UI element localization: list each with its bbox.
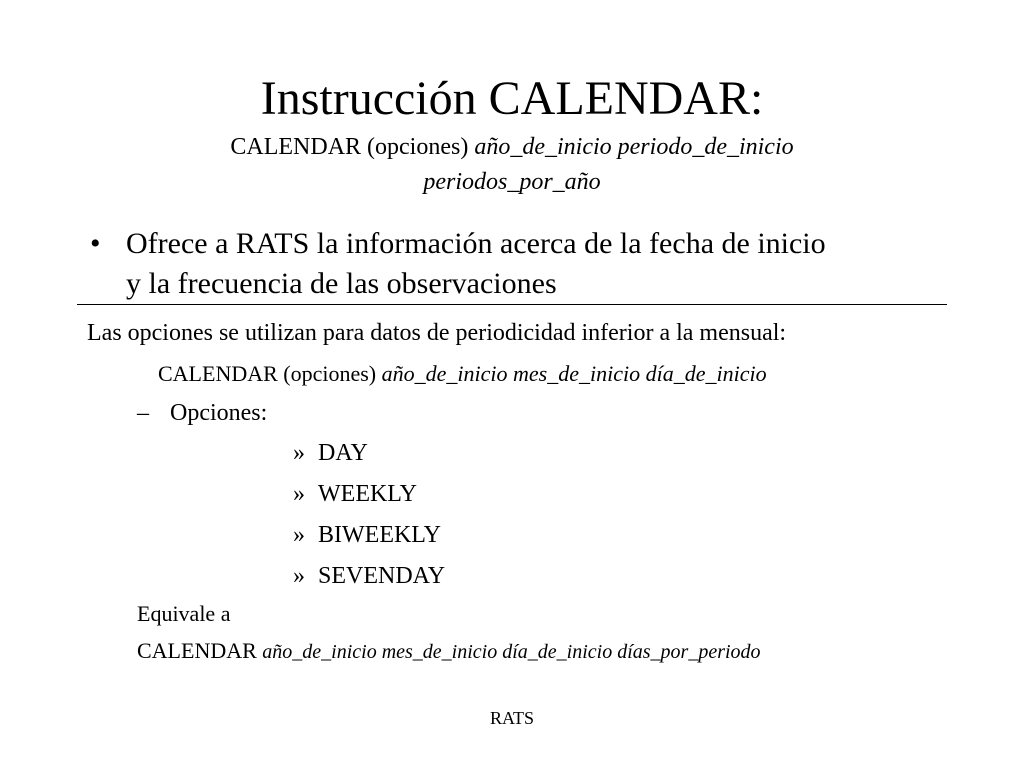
syntax-command: CALENDAR (opciones) [230,134,475,160]
option-marker-icon: » [293,522,305,548]
options-dash-icon: – [137,400,149,426]
syntax-month-params: año_de_inicio mes_de_inicio día_de_inicio [381,361,767,386]
option-weekly: WEEKLY [318,481,417,507]
syntax-params-continued: periodos_por_año [423,169,601,195]
option-biweekly: BIWEEKLY [318,522,441,548]
bullet-text [126,224,826,304]
option-marker-icon: » [293,440,305,466]
bullet-icon: • [90,227,101,260]
intro-text: Las opciones se utilizan para datos de periodicidad inferior a la mensual: [87,320,787,346]
syntax-month-command: CALENDAR (opciones) [158,361,382,386]
syntax-equiv-command: CALENDAR [137,638,263,663]
option-day: DAY [318,440,368,466]
bullet-text-line-1: Ofrece a RATS la información acerca de la fecha de inicio [126,227,826,260]
option-marker-icon: » [293,563,305,589]
divider [77,304,947,305]
option-sevenday: SEVENDAY [318,563,446,589]
syntax-equiv-params: año_de_inicio mes_de_inicio día_de_inicio días_por_periodo [262,641,761,663]
option-marker-icon: » [293,481,305,507]
footer: RATS [489,708,534,728]
options-label: Opciones: [170,400,268,426]
equivalent-label: Equivale a [137,601,231,626]
syntax-equivalent [137,636,761,667]
bullet-text-line-2: y la frecuencia de las observaciones [126,267,557,300]
syntax-month [158,359,767,389]
slide-title: Instrucción CALENDAR: [260,72,764,125]
syntax-line-2 [0,166,1024,198]
syntax-line-1 [0,131,1024,163]
syntax-params: año_de_inicio periodo_de_inicio [474,134,794,160]
